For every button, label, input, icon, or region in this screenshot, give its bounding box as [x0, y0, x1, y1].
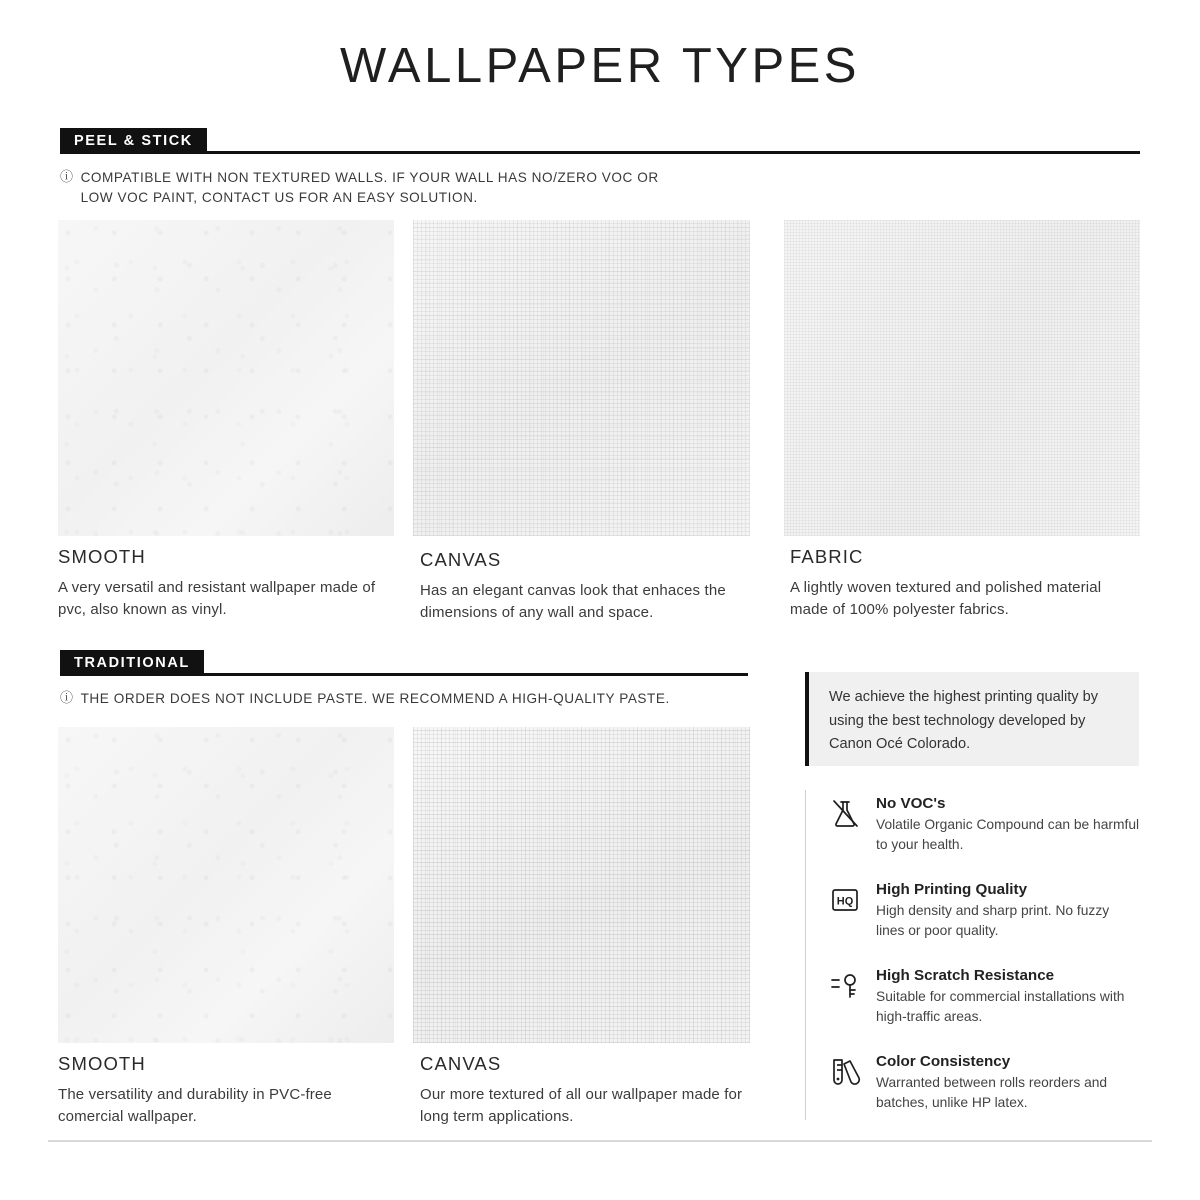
feature-high-printing-quality: [828, 881, 1140, 942]
section-note-traditional: [60, 689, 760, 709]
section-note-peel-and-stick: [60, 168, 680, 207]
feature-title: High Printing Quality: [876, 881, 1028, 898]
feature-description: Volatile Organic Compound can be harmful to your health.: [876, 817, 1140, 853]
caption-title: CANVAS: [420, 549, 502, 570]
page-title: WALLPAPER TYPES: [340, 39, 860, 93]
caption-description: Has an elegant canvas look that enhaces the dimensions of any wall and space.: [420, 582, 726, 621]
printing-quality-text: We achieve the highest printing quality by using the best technology developed by Canon Océ Colorado.: [829, 689, 1099, 753]
swatch-peel-fabric: [784, 220, 1140, 536]
scratch-resistance-icon: [828, 969, 862, 1003]
section-tag-traditional: TRADITIONAL: [60, 650, 204, 676]
section-note-text: COMPATIBLE WITH NON TEXTURED WALLS. IF YOUR WALL HAS NO/ZERO VOC OR LOW VOC PAINT, CONTACT US FOR AN EASY SOLUTION.: [80, 170, 659, 205]
feature-title: Color Consistency: [876, 1053, 1011, 1070]
section-note-text: THE ORDER DOES NOT INCLUDE PASTE. WE RECOMMEND A HIGH-QUALITY PASTE.: [80, 691, 670, 706]
caption-title: SMOOTH: [58, 1053, 146, 1074]
caption-title: CANVAS: [420, 1053, 502, 1074]
panel-divider: [805, 790, 806, 1120]
section-header-peel-and-stick: [60, 128, 1140, 154]
caption-traditional-smooth: [58, 1053, 398, 1128]
section-rule: [204, 673, 748, 676]
color-consistency-icon: [828, 1055, 862, 1089]
feature-description: Warranted between rolls reorders and batches, unlike HP latex.: [876, 1075, 1108, 1111]
hq-print-icon: [828, 883, 862, 917]
caption-peel-fabric: [790, 546, 1142, 621]
printing-quality-callout: [805, 672, 1139, 766]
section-header-traditional: [60, 650, 748, 676]
feature-title: No VOC's: [876, 795, 946, 812]
feature-description: Suitable for commercial installations with high-traffic areas.: [876, 989, 1125, 1025]
caption-title: SMOOTH: [58, 546, 146, 567]
swatch-traditional-canvas: [413, 727, 750, 1043]
feature-color-consistency: [828, 1053, 1140, 1114]
section-rule: [207, 151, 1140, 154]
caption-traditional-canvas: [420, 1053, 756, 1128]
caption-peel-smooth: [58, 546, 398, 621]
caption-description: A very versatil and resistant wallpaper made of pvc, also known as vinyl.: [58, 579, 376, 618]
info-icon: ⓘ: [60, 690, 74, 705]
swatch-traditional-smooth: [58, 727, 394, 1043]
feature-description: High density and sharp print. No fuzzy lines or poor quality.: [876, 903, 1110, 939]
caption-description: A lightly woven textured and polished material made of 100% polyester fabrics.: [790, 579, 1102, 618]
info-icon: ⓘ: [60, 169, 74, 184]
caption-peel-canvas: [420, 549, 756, 624]
caption-description: The versatility and durability in PVC-free comercial wallpaper.: [58, 1086, 332, 1125]
swatch-peel-smooth: [58, 220, 394, 536]
svg-text:HQ: HQ: [836, 895, 854, 908]
swatch-peel-canvas: [413, 220, 750, 536]
caption-title: FABRIC: [790, 546, 864, 567]
section-tag-peel-and-stick: PEEL & STICK: [60, 128, 207, 154]
feature-high-scratch-resistance: [828, 967, 1140, 1028]
feature-no-voc: [828, 795, 1140, 856]
no-voc-flask-icon: [828, 797, 862, 831]
feature-title: High Scratch Resistance: [876, 967, 1055, 984]
footer-divider: [48, 1140, 1152, 1142]
caption-description: Our more textured of all our wallpaper made for long term applications.: [420, 1086, 743, 1125]
